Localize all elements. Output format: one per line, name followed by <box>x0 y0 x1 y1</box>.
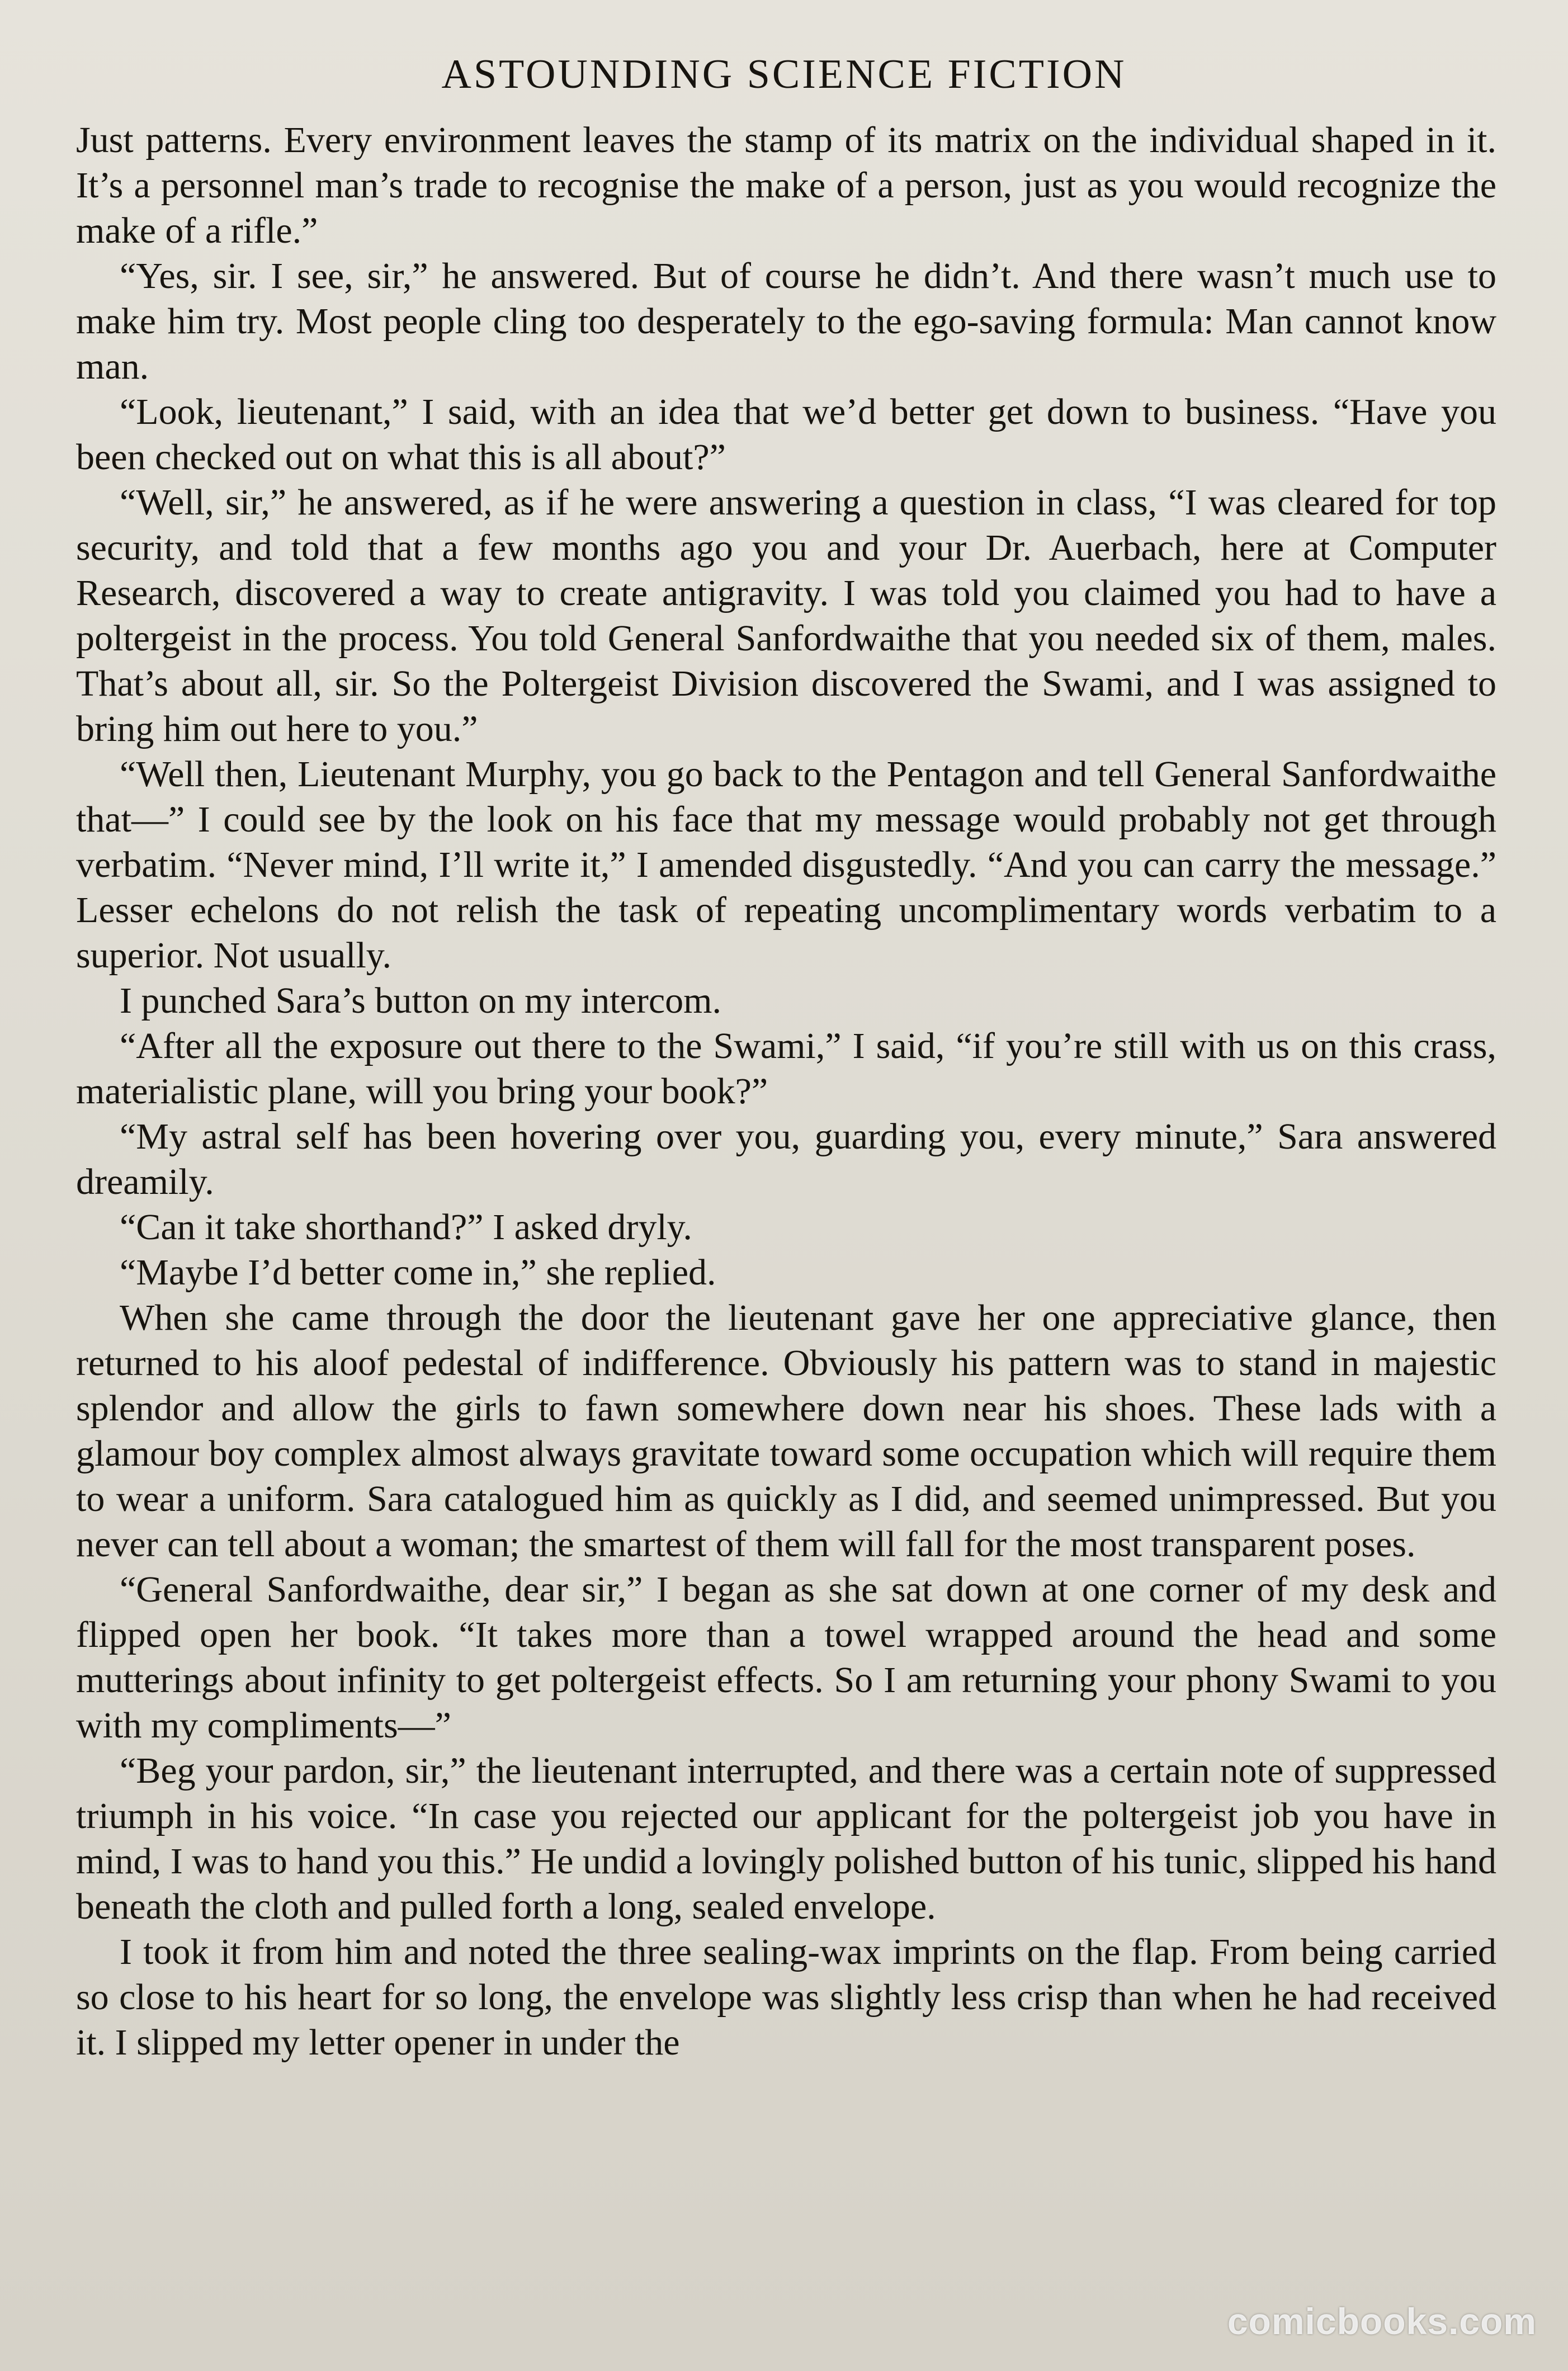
story-paragraph-9: “Can it take shorthand?” I asked dryly. <box>120 1207 692 1248</box>
story-paragraph-4: “Well, sir,” he answered, as if he were answering a question in class, “I was cleared for top security, and told that a few months ago you and your Dr. Auerbach, here at Computer Research, discovered a way to create antigravity. I was told you claimed you had to have a poltergeist in the process. You told General Sanfordwaithe that you needed six of them, males. That’s about all, sir. So the Poltergeist Division discovered the Swami, and I was assigned to bring him out here to you.” <box>76 482 1496 749</box>
story-paragraph-3: “Look, lieutenant,” I said, with an idea that we’d better get down to business. “Have you been checked out on what this is all about?” <box>76 391 1496 478</box>
site-watermark: comicbooks.com <box>1227 2301 1537 2342</box>
story-paragraph-2: “Yes, sir. I see, sir,” he answered. But of course he didn’t. And there wasn’t much use to make him try. Most people cling too desperately to the ego-saving formula: Man cannot know man. <box>76 256 1496 387</box>
story-paragraph-14: I took it from him and noted the three sealing-wax imprints on the flap. From being carried so close to his heart for so long, the envelope was slightly less crisp than when he had received it. I slipped my letter opener in under the <box>76 1931 1496 2063</box>
story-paragraph-13: “Beg your pardon, sir,” the lieutenant interrupted, and there was a certain note of suppressed triumph in his voice. “In case you rejected our applicant for the poltergeist job you have in mind, I was to hand you this.” He undid a lovingly polished button of his tunic, slipped his hand beneath the cloth and pulled forth a long, sealed envelope. <box>76 1750 1496 1927</box>
story-paragraph-6: I punched Sara’s button on my intercom. <box>120 980 721 1021</box>
story-paragraph-7: “After all the exposure out there to the Swami,” I said, “if you’re still with us on this crass, materialistic plane, will you bring your book?” <box>76 1026 1496 1112</box>
story-paragraph-12: “General Sanfordwaithe, dear sir,” I began as she sat down at one corner of my desk and flipped open her book. “It takes more than a towel wrapped around the head and some mutterings about infinity to get poltergeist effects. So I am returning your phony Swami to you with my compliments—” <box>76 1569 1496 1746</box>
story-paragraph-5: “Well then, Lieutenant Murphy, you go back to the Pentagon and tell General Sanfordwaithe that—” I could see by the look on his face that my message would probably not get through verbatim. “Never mind, I’ll write it,” I amended disgustedly. “And you can carry the message.” Lesser echelons do not relish the task of repeating uncomplimentary words verbatim to a superior. Not usually. <box>76 754 1496 976</box>
story-paragraph-10: “Maybe I’d better come in,” she replied. <box>120 1252 716 1293</box>
story-paragraph-8: “My astral self has been hovering over you, guarding you, every minute,” Sara answered dreamily. <box>76 1116 1496 1202</box>
story-text <box>76 117 1496 2065</box>
story-paragraph-1: Just patterns. Every environment leaves the stamp of its matrix on the individual shaped in it. It’s a personnel man’s trade to recognise the make of a person, just as you would recognize the make of a rifle.” <box>76 120 1496 251</box>
story-paragraph-11: When she came through the door the lieutenant gave her one appreciative glance, then returned to his aloof pedestal of indifference. Obviously his pattern was to stand in majestic splendor and allow the girls to fawn somewhere down near his shoes. These lads with a glamour boy complex almost always gravitate toward some occupation which will require them to wear a uniform. Sara catalogued him as quickly as I did, and seemed unimpressed. But you never can tell about a woman; the smartest of them will fall for the most transparent poses. <box>76 1297 1496 1565</box>
running-header: ASTOUNDING SCIENCE FICTION <box>441 51 1127 97</box>
